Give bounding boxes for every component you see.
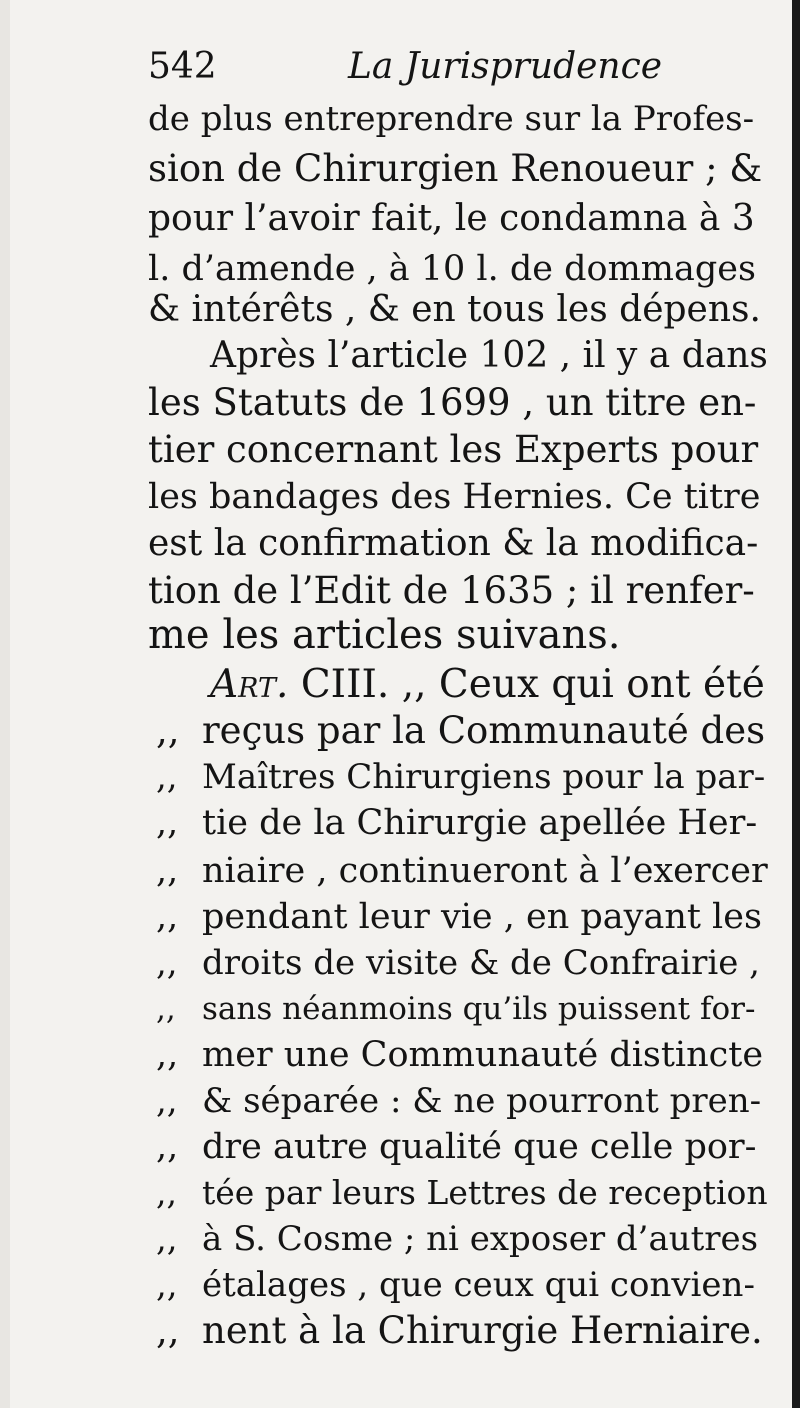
text-line: les Statuts de 1699 , un titre en- [148, 381, 757, 424]
text-line: l. d’amende , à 10 l. de dommages [148, 249, 756, 289]
quote-mark: ,, [156, 1265, 178, 1305]
quoted-line [156, 1032, 763, 1078]
text-line: de plus entreprendre sur la Profes- [148, 99, 755, 139]
quoted-line [156, 754, 765, 800]
text-line: me les articles suivans. [148, 612, 621, 658]
quote-mark: ,, [156, 709, 180, 752]
quoted-line [156, 894, 762, 940]
article-heading-line [210, 662, 765, 708]
quote-mark: ,, [156, 991, 176, 1027]
quoted-line [156, 1216, 758, 1262]
article-text: reçus par la Communauté des [202, 709, 766, 752]
article-text: sans néanmoins qu’ils puissent for- [202, 991, 756, 1027]
article-text: pendant leur vie , en payant les [202, 897, 762, 937]
text-line: tier concernant les Experts pour [148, 428, 759, 471]
article-text: à S. Cosme ; ni exposer d’autres [202, 1219, 759, 1259]
article-text: tée par leurs Lettres de reception [202, 1173, 768, 1212]
quote-mark: ,, [156, 943, 178, 983]
quoted-line [156, 940, 760, 986]
quote-mark: ,, [156, 1035, 179, 1075]
article-text: mer une Communauté distincte [202, 1035, 764, 1075]
quoted-line [156, 1078, 761, 1124]
text-line: les bandages des Hernies. Ce titre [148, 477, 761, 517]
article-number: CIII. [300, 662, 390, 707]
text-line: pour l’avoir fait, le condamna à 3 [148, 198, 755, 239]
quoted-line [156, 986, 755, 1032]
article-text: Ceux qui ont été [438, 662, 765, 707]
quote-mark: ,, [156, 897, 179, 937]
article-text: dre autre qualité que celle por- [202, 1127, 757, 1167]
page-header [148, 42, 768, 92]
quote-mark: ,, [156, 1081, 178, 1121]
text-line: est la confirmation & la modifica- [148, 523, 759, 564]
running-title: La Jurisprudence [348, 46, 663, 87]
quoted-line [156, 848, 768, 894]
text-line: sion de Chirurgien Renoueur ; & [148, 147, 763, 190]
quoted-line [156, 1170, 768, 1216]
text-line: tion de l’Edit de 1635 ; il renfer- [148, 569, 755, 612]
page-edge-shadow [792, 0, 800, 1408]
quote-mark: ,, [156, 1173, 177, 1212]
quote-mark: ,, [156, 1219, 178, 1259]
article-label: Art. [210, 662, 289, 707]
quote-mark: ,, [156, 1309, 180, 1352]
text-line: Après l’article 102 , il y a dans [210, 335, 768, 376]
article-text: tie de la Chirurgie apellée Her- [202, 803, 758, 843]
quote-mark: ,, [401, 662, 427, 707]
quoted-line [156, 1124, 756, 1170]
quoted-line [156, 1308, 763, 1354]
article-text: Maîtres Chirurgiens pour la par- [202, 757, 766, 797]
quote-mark: ,, [156, 851, 179, 891]
quote-mark: ,, [156, 757, 178, 797]
article-text: niaire , continueront à l’exercer [202, 851, 768, 891]
quoted-line [156, 800, 757, 846]
quote-mark: ,, [156, 803, 179, 843]
quote-mark: ,, [156, 1127, 179, 1167]
article-text: étalages , que ceux qui convien- [202, 1265, 755, 1305]
article-text: & séparée : & ne pourront pren- [202, 1081, 762, 1121]
quoted-line [156, 708, 765, 754]
article-text: nent à la Chirurgie Herniaire. [202, 1309, 763, 1352]
text-line: & intérêts , & en tous les dépens. [148, 289, 761, 330]
quoted-line [156, 1262, 755, 1308]
page-number: 542 [148, 46, 217, 87]
article-text: droits de visite & de Confrairie , [202, 943, 760, 983]
